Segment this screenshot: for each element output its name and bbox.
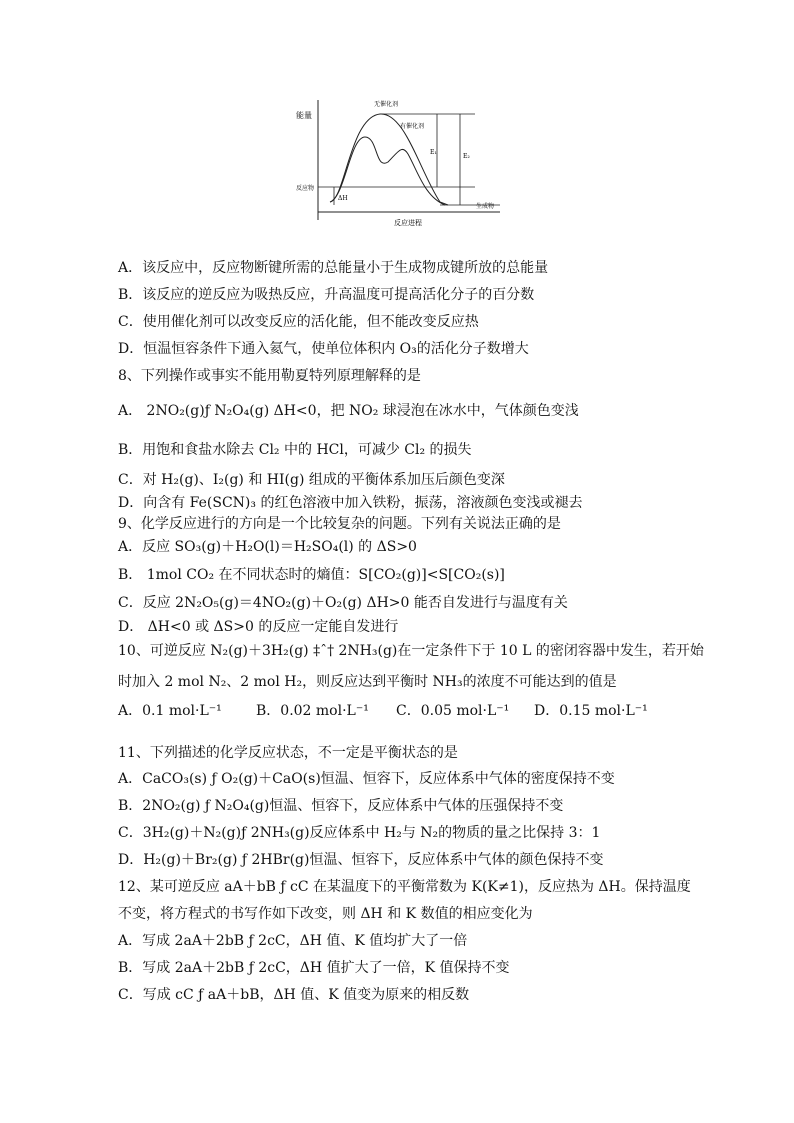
q11-option-b: B．2NO₂(g) ƒ N₂O₄(g)恒温、恒容下，反应体系中气体的压强保持不变 xyxy=(118,798,564,814)
q9-option-b: B． 1mol CO₂ 在不同状态时的熵值：S[CO₂(g)]<S[CO₂(s)] xyxy=(118,567,505,583)
q10-options xyxy=(118,702,648,720)
q10-stem-1: 10、可逆反应 N₂(g)＋3H₂(g) ‡ˆ† 2NH₃(g)在一定条件下于 10 L 的密闭容器中发生，若开始 xyxy=(118,643,704,659)
curve-no-catalyst xyxy=(330,114,448,205)
q9-option-c: C．反应 2N₂O₅(g)＝4NO₂(g)＋O₂(g) ΔH>0 能否自发进行与温度有关 xyxy=(118,595,568,611)
q11-option-c: C．3H₂(g)＋N₂(g)ƒ 2NH₃(g)反应体系中 H₂与 N₂的物质的量之比保持 3：1 xyxy=(118,825,601,841)
q7-option-a: A．该反应中，反应物断键所需的总能量小于生成物成键所放的总能量 xyxy=(118,260,549,276)
q12-option-b: B．写成 2aA＋2bB ƒ 2cC，ΔH 值扩大了一倍，K 值保持不变 xyxy=(118,960,510,976)
q11-option-a: A．CaCO₃(s) ƒ O₂(g)＋CaO(s)恒温、恒容下，反应体系中气体的密度保持不变 xyxy=(118,771,615,787)
q12-stem-1: 12、某可逆反应 aA＋bB ƒ cC 在某温度下的平衡常数为 K(K≠1)，反应热为 ΔH。保持温度 xyxy=(118,879,691,895)
curve-catalyst-label: 有催化剂 xyxy=(400,123,425,130)
x-axis-label: 反应进程 xyxy=(394,219,422,227)
q11-stem: 11、下列描述的化学反应状态，不一定是平衡状态的是 xyxy=(118,745,458,761)
q10-option-d: D．0.15 mol·L⁻¹ xyxy=(534,703,648,719)
q9-option-a: A．反应 SO₃(g)＋H₂O(l)＝H₂SO₄(l) 的 ΔS>0 xyxy=(118,539,417,555)
q8-option-c: C．对 H₂(g)、I₂(g) 和 HI(g) 组成的平衡体系加压后颜色变深 xyxy=(118,472,505,488)
q8-option-b: B．用饱和食盐水除去 Cl₂ 中的 HCl，可减少 Cl₂ 的损失 xyxy=(118,442,472,458)
q7-option-c: C．使用催化剂可以改变反应的活化能，但不能改变反应热 xyxy=(118,314,479,330)
q8-option-a: A． 2NO₂(g)ƒ N₂O₄(g) ΔH<0，把 NO₂ 球浸泡在冰水中，气体颜色变浅 xyxy=(118,403,579,419)
curve-no-catalyst-label: 无催化剂 xyxy=(374,101,399,108)
q9-option-d: D． ΔH<0 或 ΔS>0 的反应一定能自发进行 xyxy=(118,619,399,635)
q10-stem-2: 时加入 2 mol N₂、2 mol H₂，则反应达到平衡时 NH₃的浓度不可能达到的值是 xyxy=(118,674,617,690)
q7-option-d: D．恒温恒容条件下通入氦气，使单位体积内 O₃的活化分子数增大 xyxy=(118,341,529,357)
reactant-label: 反应物 xyxy=(296,185,315,192)
e1-label: E₁ xyxy=(430,149,437,156)
delta-h-label: ΔH xyxy=(338,195,348,202)
q8-stem: 8、下列操作或事实不能用勒夏特列原理解释的是 xyxy=(118,368,421,384)
q8-option-d: D．向含有 Fe(SCN)₃ 的红色溶液中加入铁粉，振荡，溶液颜色变浅或褪去 xyxy=(118,495,583,511)
e2-label: E₂ xyxy=(463,153,470,160)
q10-option-a: A．0.1 mol·L⁻¹ xyxy=(118,703,222,719)
q10-option-b: B．0.02 mol·L⁻¹ xyxy=(256,703,369,719)
q12-option-c: C．写成 cC ƒ aA＋bB，ΔH 值、K 值变为原来的相反数 xyxy=(118,987,470,1003)
product-label: 生成物 xyxy=(476,203,495,210)
y-axis-label: 能量 xyxy=(296,111,312,120)
q12-option-a: A．写成 2aA＋2bB ƒ 2cC，ΔH 值、K 值均扩大了一倍 xyxy=(118,933,468,949)
energy-diagram xyxy=(290,92,550,232)
q9-stem: 9、化学反应进行的方向是一个比较复杂的问题。下列有关说法正确的是 xyxy=(118,516,561,532)
q10-option-c: C．0.05 mol·L⁻¹ xyxy=(396,703,510,719)
q12-stem-2: 不变，将方程式的书写作如下改变，则 ΔH 和 K 数值的相应变化为 xyxy=(118,906,533,922)
q7-option-b: B．该反应的逆反应为吸热反应，升高温度可提高活化分子的百分数 xyxy=(118,287,535,303)
q11-option-d: D．H₂(g)＋Br₂(g) ƒ 2HBr(g)恒温、恒容下，反应体系中气体的颜色保持不变 xyxy=(118,852,604,868)
